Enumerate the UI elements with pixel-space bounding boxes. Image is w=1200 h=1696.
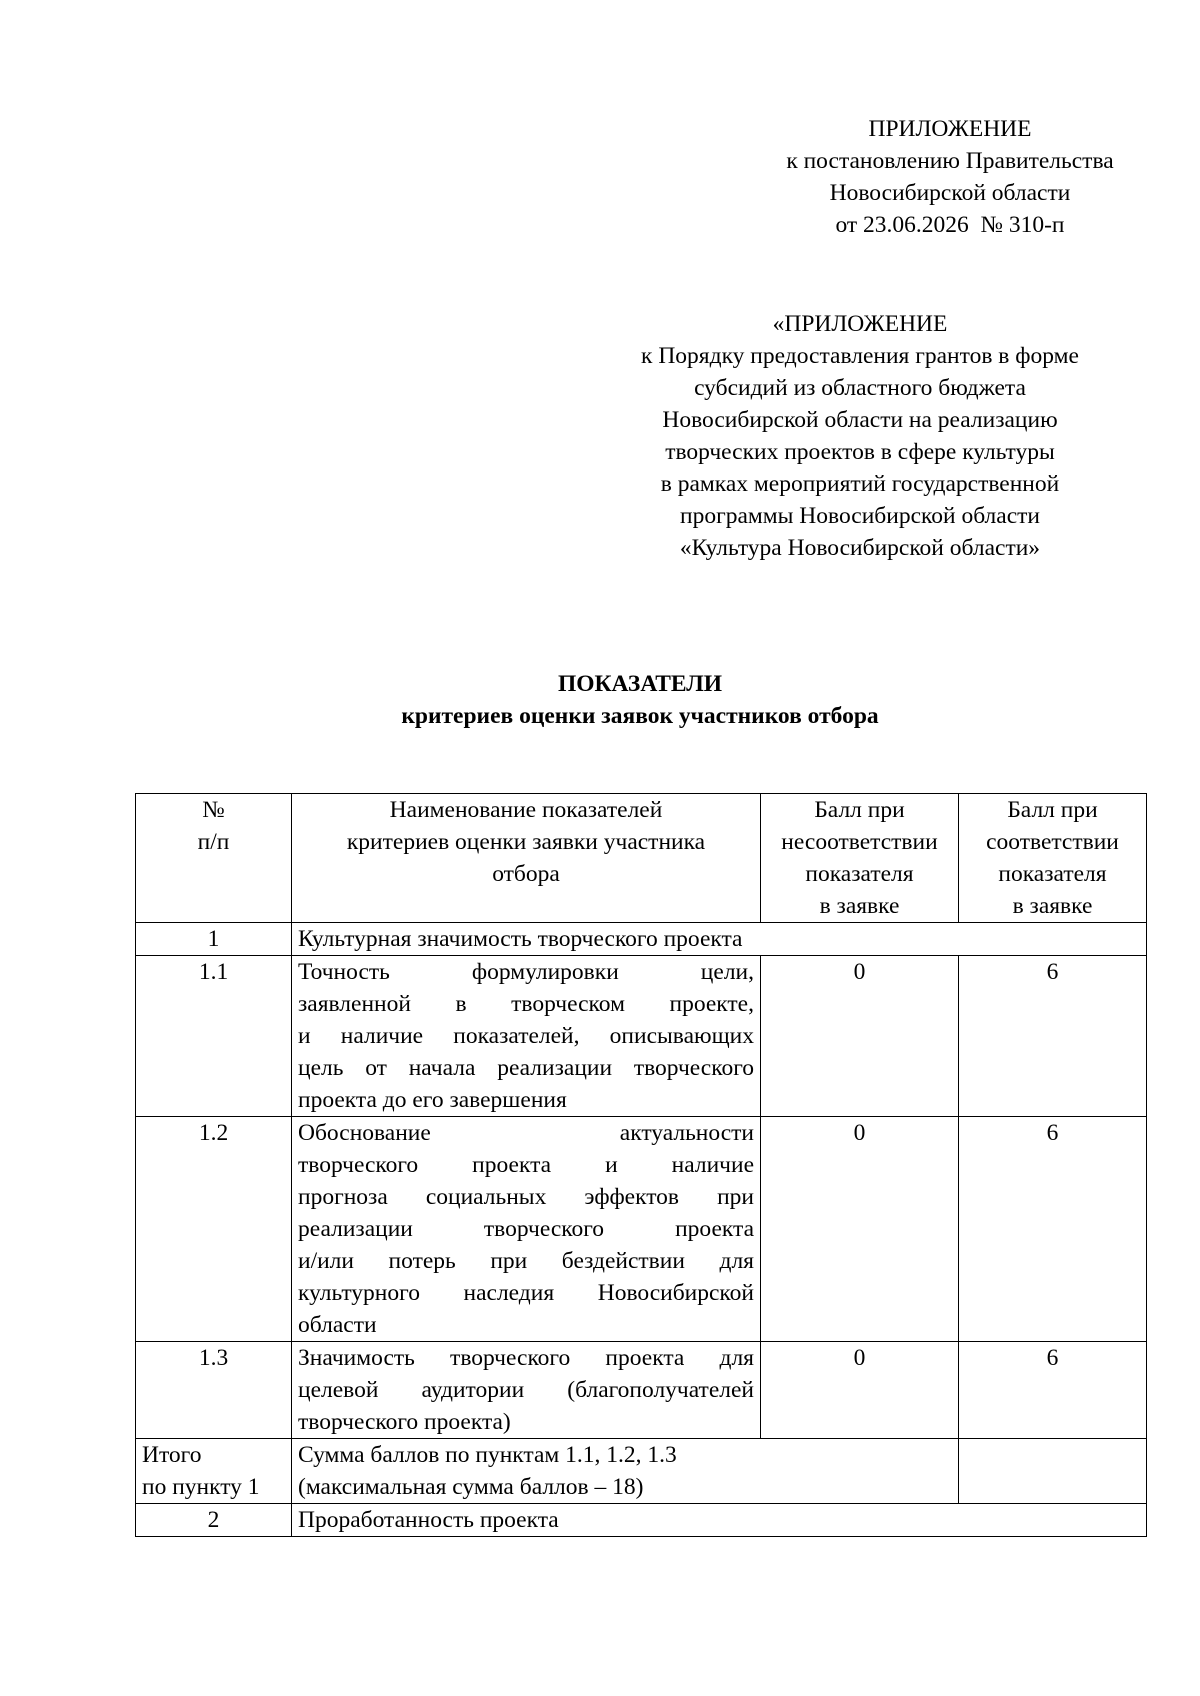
attachment-main-title: ПРИЛОЖЕНИЕ (868, 116, 1032, 142)
header-name-line: отбора (492, 861, 560, 887)
attachment-main-block (730, 113, 1170, 241)
criteria-table (135, 793, 1147, 1537)
header-score-no-line: Балл при (814, 797, 905, 823)
row-name-line: Точность формулировки цели, (298, 959, 754, 985)
row-name-line: целевой аудитории (благополучателей (298, 1377, 754, 1403)
document-title: ПОКАЗАТЕЛИ (557, 671, 723, 697)
attachment-procedure-line: в рамках мероприятий государственной (660, 471, 1060, 497)
header-num-line: п/п (197, 829, 230, 855)
row-score-yes-cell: 6 (959, 956, 1147, 1117)
header-name-cell (292, 794, 761, 923)
total-label-line: по пункту 1 (142, 1474, 260, 1500)
header-score-no-line: в заявке (819, 893, 900, 919)
header-name-line: критериев оценки заявки участника (346, 829, 706, 855)
attachment-procedure-line: «Культура Новосибирской области» (679, 535, 1041, 561)
attachment-main-line: к постановлению Правительства (786, 148, 1114, 174)
row-name-line: и/или потерь при бездействии для (298, 1248, 754, 1274)
table-row (136, 1342, 1147, 1439)
header-num-cell (136, 794, 292, 923)
table-row (136, 1117, 1147, 1342)
attachment-procedure-line: программы Новосибирской области (680, 503, 1040, 529)
row-name-cell (292, 1117, 761, 1342)
attachment-procedure-line: субсидий из областного бюджета (694, 375, 1026, 401)
header-score-no-cell (761, 794, 959, 923)
total-text-line: (максимальная сумма баллов – 18) (298, 1474, 644, 1500)
attachment-procedure-line: Новосибирской области на реализацию (662, 407, 1058, 433)
attachment-main-date: от 23.06.2026 № 310-п (835, 212, 1065, 238)
table-header-row (136, 794, 1147, 923)
row-name-cell (292, 956, 761, 1117)
total-label-line: Итого (142, 1442, 202, 1468)
header-num-line: № (202, 797, 225, 823)
row-name-line: области (298, 1312, 377, 1338)
row-score-no-cell: 0 (761, 1342, 959, 1439)
section-name-cell: Проработанность проекта (292, 1504, 1147, 1537)
total-row (136, 1439, 1147, 1504)
row-num-cell: 1.2 (136, 1117, 292, 1342)
row-name-line: прогноза социальных эффектов при (298, 1184, 754, 1210)
row-score-yes-cell: 6 (959, 1117, 1147, 1342)
total-text-line: Сумма баллов по пунктам 1.1, 1.2, 1.3 (298, 1442, 677, 1468)
row-name-line: и наличие показателей, описывающих (298, 1023, 754, 1049)
attachment-procedure-line: творческих проектов в сфере культуры (665, 439, 1055, 465)
header-score-yes-line: Балл при (1007, 797, 1098, 823)
attachment-procedure-line: к Порядку предоставления грантов в форме (641, 343, 1079, 369)
row-num-cell: 1.1 (136, 956, 292, 1117)
total-label-cell (136, 1439, 292, 1504)
row-name-line: Значимость творческого проекта для (298, 1345, 754, 1371)
row-name-line: реализации творческого проекта (298, 1216, 754, 1242)
header-score-no-line: показателя (805, 861, 914, 887)
table-row (136, 956, 1147, 1117)
row-name-line: заявленной в творческом проекте, (298, 991, 754, 1017)
row-score-no-cell: 0 (761, 956, 959, 1117)
header-score-yes-line: показателя (998, 861, 1107, 887)
total-text-cell (292, 1439, 959, 1504)
header-score-yes-cell (959, 794, 1147, 923)
document-subtitle: критериев оценки заявок участников отбора (401, 703, 879, 729)
row-score-yes-cell: 6 (959, 1342, 1147, 1439)
row-name-line: культурного наследия Новосибирской (298, 1280, 754, 1306)
section-num-cell: 2 (136, 1504, 292, 1537)
header-score-no-line: несоответствии (781, 829, 938, 855)
section-row (136, 1504, 1147, 1537)
total-score-cell (959, 1439, 1147, 1504)
attachment-main-line: Новосибирской области (829, 180, 1071, 206)
row-score-no-cell: 0 (761, 1117, 959, 1342)
attachment-procedure-title: «ПРИЛОЖЕНИЕ (772, 311, 948, 337)
section-num-cell: 1 (136, 923, 292, 956)
row-name-line: Обоснование актуальности (298, 1120, 754, 1146)
header-name-line: Наименование показателей (389, 797, 663, 823)
section-name-cell: Культурная значимость творческого проекта (292, 923, 1147, 956)
row-name-line: проекта до его завершения (298, 1087, 567, 1113)
section-row (136, 923, 1147, 956)
row-name-line: творческого проекта) (298, 1409, 511, 1435)
row-name-line: творческого проекта и наличие (298, 1152, 754, 1178)
row-name-line: цель от начала реализации творческого (298, 1055, 754, 1081)
row-name-cell (292, 1342, 761, 1439)
header-score-yes-line: в заявке (1012, 893, 1093, 919)
attachment-procedure-block (580, 308, 1140, 564)
header-score-yes-line: соответствии (986, 829, 1119, 855)
row-num-cell: 1.3 (136, 1342, 292, 1439)
